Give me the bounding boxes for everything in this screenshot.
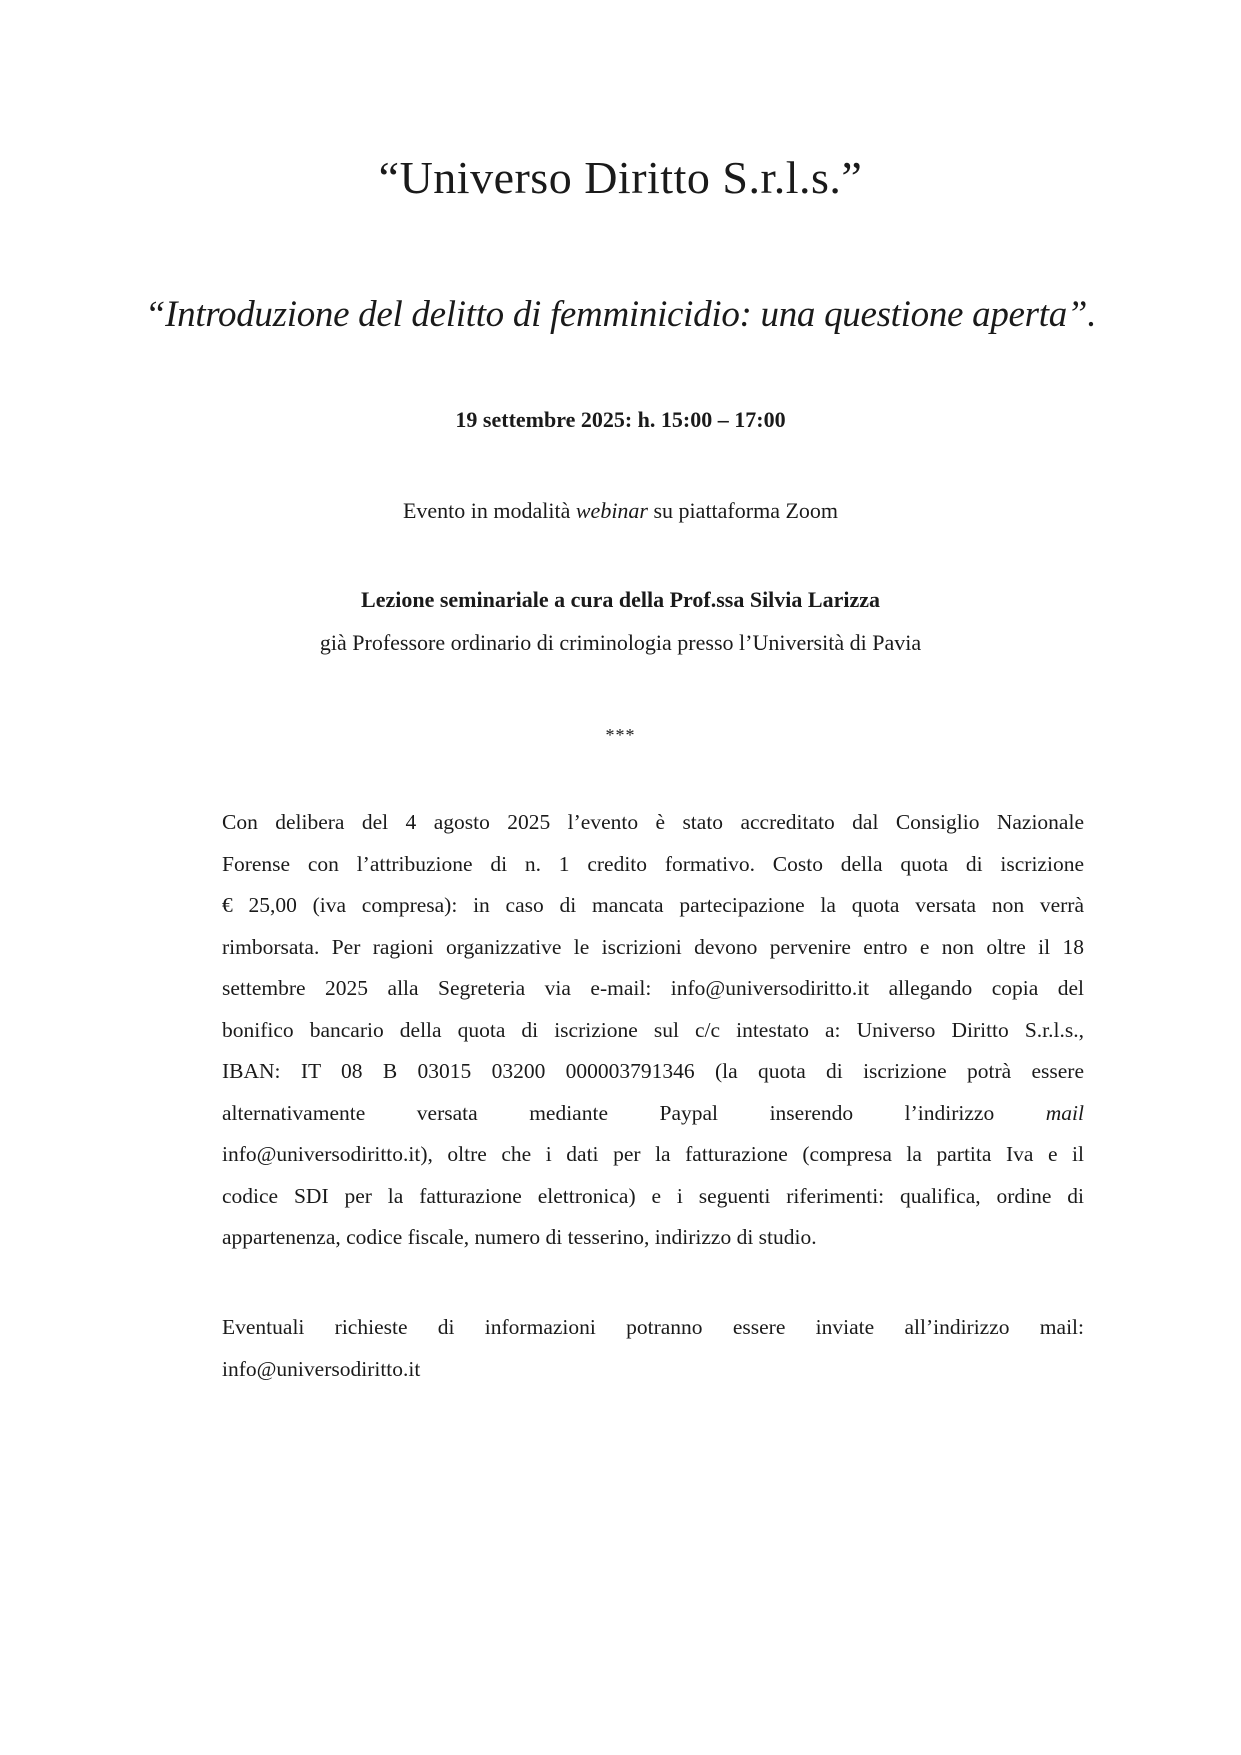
event-mode-prefix: Evento in modalità (402, 498, 576, 523)
paragraph-line: settembre 2025 alla Segreteria via e-mail: info@universodiritto.it allegando copia del (222, 976, 1084, 1000)
lecture-speaker: Lezione seminariale a cura della Prof.ssa Silvia Larizza (361, 587, 880, 612)
paragraph-line-with-mail (222, 1093, 1084, 1135)
event-mode-emphasis: webinar (575, 498, 648, 523)
paragraph-line: Eventuali richieste di informazioni potranno essere inviate all’indirizzo mail: (222, 1315, 1084, 1339)
event-title: “Introduzione del delitto di femminicidio: una questione aperta”. (144, 294, 1097, 335)
paragraph-line: Con delibera del 4 agosto 2025 l’evento è stato accreditato dal Consiglio Nazionale (222, 810, 1084, 834)
accreditation-paragraph (222, 802, 1084, 1259)
paragraph-line: IBAN: IT 08 B 03015 03200 000003791346 (la quota di iscrizione potrà essere (222, 1059, 1084, 1083)
paragraph-line: codice SDI per la fatturazione elettronica) e i seguenti riferimenti: qualifica, ordine di (222, 1183, 1084, 1208)
paragraph-line: € 25,00 (iva compresa): in caso di mancata partecipazione la quota versata non verrà (222, 893, 1084, 917)
paragraph-line: info@universodiritto.it), oltre che i dati per la fatturazione (compresa la partita Iva e il (222, 1142, 1084, 1166)
paragraph-line: appartenenza, codice fiscale, numero di tesserino, indirizzo di studio. (222, 1225, 817, 1249)
mail-word: mail (1045, 1100, 1084, 1125)
paragraph-line: bonifico bancario della quota di iscrizione sul c/c intestato a: Universo Diritto S.r.l.s., (222, 1017, 1084, 1042)
event-datetime: 19 settembre 2025: h. 15:00 – 17:00 (455, 407, 786, 432)
section-separator: *** (605, 725, 636, 745)
info-paragraph (222, 1307, 1084, 1390)
paragraph-line: info@universodiritto.it (222, 1356, 421, 1381)
paragraph-line: rimborsata. Per ragioni organizzative le iscrizioni devono pervenire entro e non oltre il 18 (222, 934, 1084, 959)
event-mode (0, 496, 1241, 526)
event-mode-suffix: su piattaforma Zoom (648, 498, 839, 523)
paragraph-line-text: alternativamente versata mediante Paypal inserendo l’indirizzo (222, 1100, 995, 1125)
company-name: “Universo Diritto S.r.l.s.” (378, 152, 863, 203)
paragraph-line: Forense con l’attribuzione di n. 1 credito formativo. Costo della quota di iscrizione (222, 851, 1084, 876)
speaker-affiliation: già Professore ordinario di criminologia presso l’Università di Pavia (319, 630, 922, 655)
